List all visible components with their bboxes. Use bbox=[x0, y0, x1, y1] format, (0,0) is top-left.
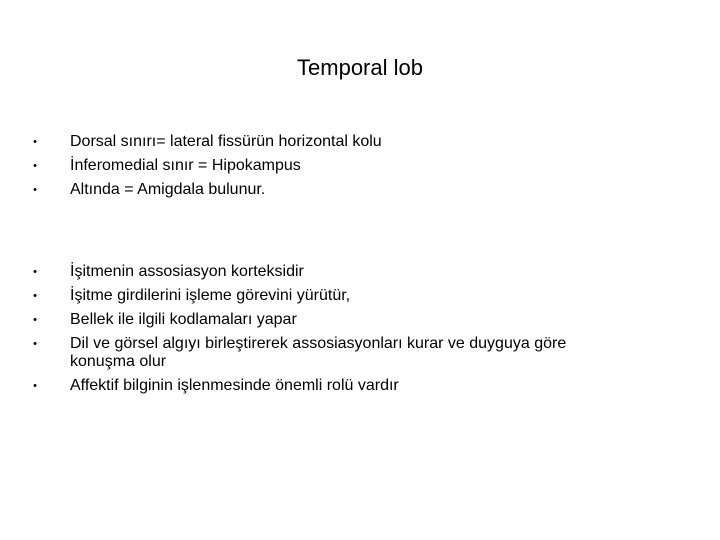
bullet-icon: • bbox=[33, 380, 37, 392]
list-item bbox=[0, 178, 670, 202]
slide-title bbox=[0, 54, 720, 82]
list-item bbox=[0, 154, 670, 178]
slide-title-text: Temporal lob bbox=[297, 55, 423, 80]
list-item-text: Dorsal sınırı= lateral fissürün horizontal kolu bbox=[70, 133, 382, 150]
bullet-icon: • bbox=[33, 160, 37, 172]
bullet-icon: • bbox=[33, 338, 37, 350]
list-item bbox=[0, 332, 600, 374]
bullet-list-functions bbox=[0, 260, 670, 398]
list-item bbox=[0, 374, 670, 398]
list-item-text: İnferomedial sınır = Hipokampus bbox=[70, 157, 301, 174]
bullet-icon: • bbox=[33, 266, 37, 278]
list-item bbox=[0, 308, 670, 332]
bullet-icon: • bbox=[33, 184, 37, 196]
list-item-text: İşitme girdilerini işleme görevini yürütür, bbox=[70, 287, 351, 304]
list-item bbox=[0, 130, 670, 154]
list-item bbox=[0, 260, 670, 284]
list-item-text: Dil ve görsel algıyı birleştirerek assosiasyonları kurar ve duyguya göre konuşma olur bbox=[70, 335, 567, 370]
list-item-text: Altında = Amigdala bulunur. bbox=[70, 181, 266, 198]
list-item-text: Affektif bilginin işlenmesinde önemli rolü vardır bbox=[70, 377, 399, 394]
list-item-text: Bellek ile ilgili kodlamaları yapar bbox=[70, 311, 297, 328]
bullet-icon: • bbox=[33, 136, 37, 148]
bullet-icon: • bbox=[33, 290, 37, 302]
bullet-list-anatomy bbox=[0, 130, 670, 202]
bullet-icon: • bbox=[33, 314, 37, 326]
list-item bbox=[0, 284, 670, 308]
list-item-text: İşitmenin assosiasyon korteksidir bbox=[70, 263, 304, 280]
